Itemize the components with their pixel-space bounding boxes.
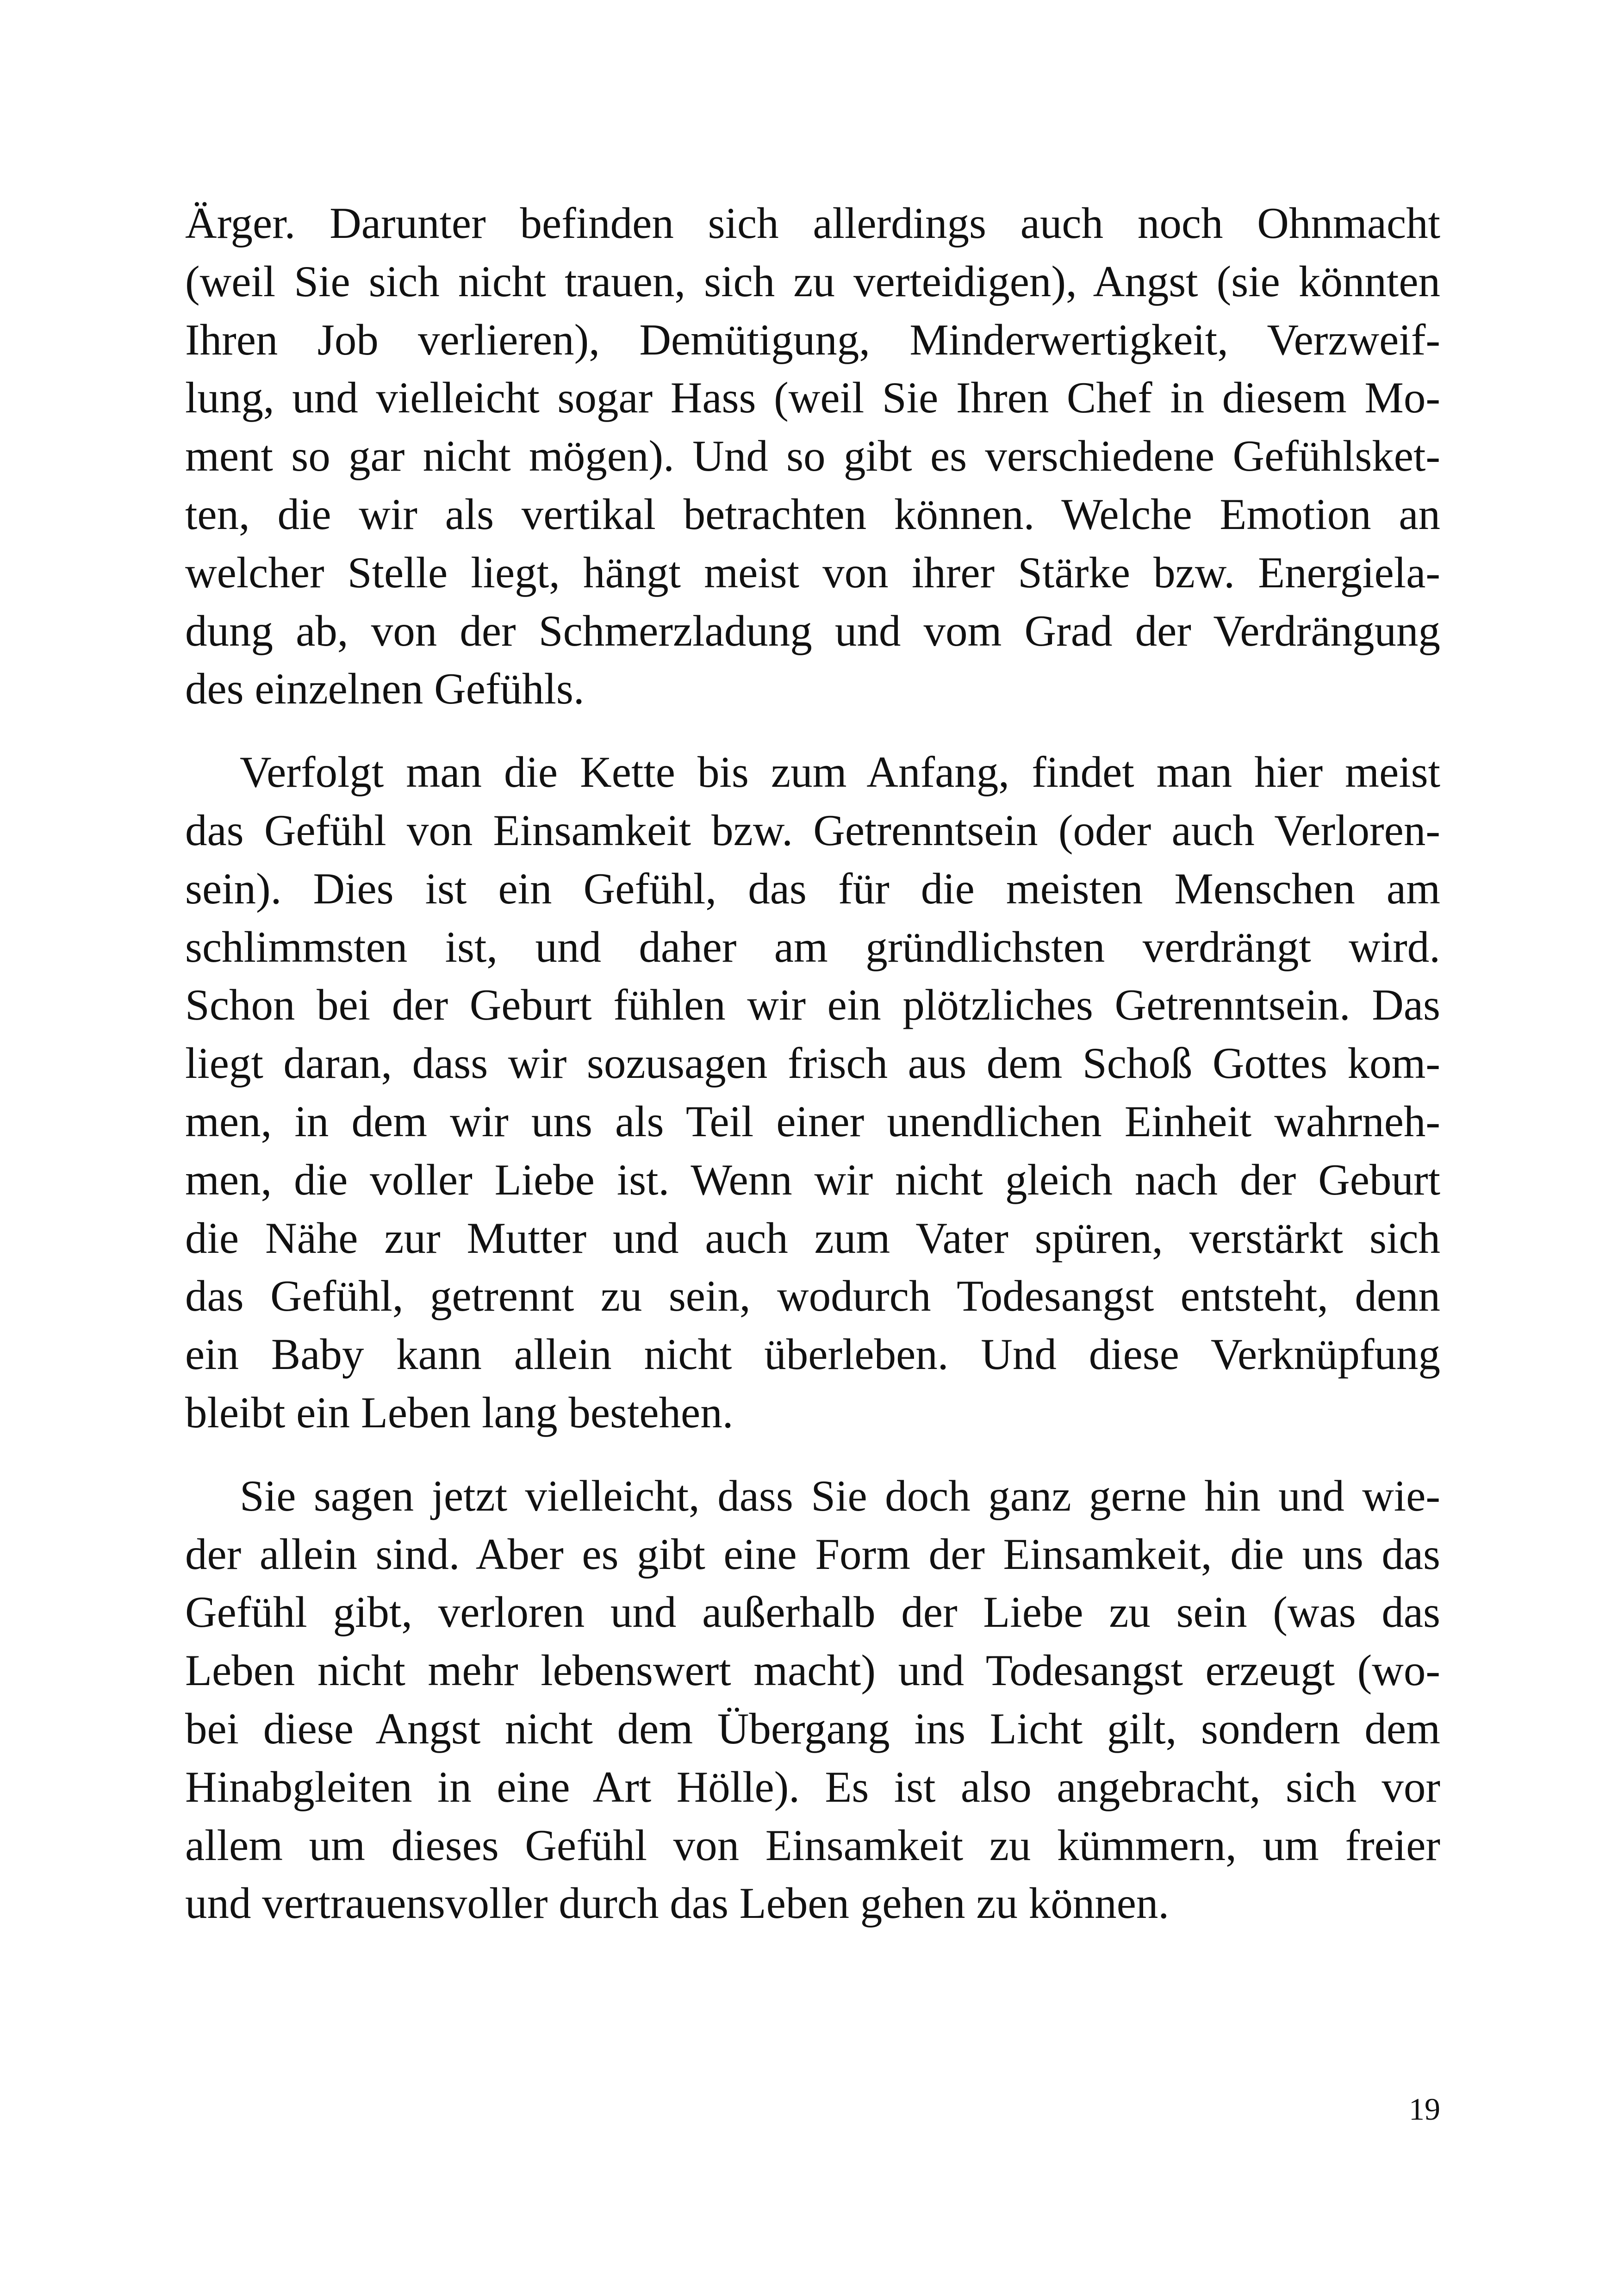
- text-line: Leben nicht mehr lebenswert macht) und Todesangst erzeugt (wo-: [185, 1646, 1440, 1695]
- text-line: Schon bei der Geburt fühlen wir ein plötzliches Getrenntsein. Das: [185, 980, 1440, 1030]
- paragraph-3: [185, 1467, 1440, 1933]
- page-number: 19: [1409, 2091, 1440, 2127]
- paragraph-1: [185, 194, 1440, 718]
- text-line: bleibt ein Leben lang bestehen.: [185, 1388, 734, 1437]
- text-line: Hinabgleiten in eine Art Hölle). Es ist also angebracht, sich vor: [185, 1762, 1440, 1811]
- body-text: [185, 194, 1440, 1933]
- text-line: die Nähe zur Mutter und auch zum Vater spüren, verstärkt sich: [185, 1213, 1440, 1263]
- text-line: und vertrauensvoller durch das Leben gehen zu können.: [185, 1879, 1170, 1928]
- text-line: allem um dieses Gefühl von Einsamkeit zu kümmern, um freier: [185, 1820, 1440, 1870]
- text-line: lung, und vielleicht sogar Hass (weil Sie Ihren Chef in diesem Mo-: [185, 373, 1440, 423]
- text-line: des einzelnen Gefühls.: [185, 664, 585, 714]
- text-line: das Gefühl, getrennt zu sein, wodurch Todesangst entsteht, denn: [185, 1271, 1440, 1321]
- paragraph-spacing: [185, 1442, 1440, 1467]
- text-line: welcher Stelle liegt, hängt meist von ihrer Stärke bzw. Energiela-: [185, 548, 1440, 597]
- text-line: Sie sagen jetzt vielleicht, dass Sie doch ganz gerne hin und wie-: [240, 1471, 1440, 1520]
- text-line: men, in dem wir uns als Teil einer unendlichen Einheit wahrneh-: [185, 1096, 1440, 1146]
- text-line: ment so gar nicht mögen). Und so gibt es verschiedene Gefühlsket-: [185, 431, 1440, 481]
- text-line: men, die voller Liebe ist. Wenn wir nicht gleich nach der Geburt: [185, 1155, 1440, 1204]
- paragraph-spacing: [185, 718, 1440, 743]
- text-line: sein). Dies ist ein Gefühl, das für die meisten Menschen am: [185, 864, 1440, 913]
- text-line: Ihren Job verlieren), Demütigung, Minderwertigkeit, Verzweif-: [185, 315, 1440, 364]
- text-line: der allein sind. Aber es gibt eine Form der Einsamkeit, die uns das: [185, 1529, 1440, 1579]
- text-line: liegt daran, dass wir sozusagen frisch aus dem Schoß Gottes kom-: [185, 1039, 1440, 1088]
- text-line: schlimmsten ist, und daher am gründlichsten verdrängt wird.: [185, 922, 1440, 971]
- text-line: ten, die wir als vertikal betrachten können. Welche Emotion an: [185, 489, 1440, 539]
- text-line: bei diese Angst nicht dem Übergang ins Licht gilt, sondern dem: [185, 1704, 1440, 1753]
- text-line: Gefühl gibt, verloren und außerhalb der Liebe zu sein (was das: [185, 1587, 1440, 1637]
- text-line: (weil Sie sich nicht trauen, sich zu verteidigen), Angst (sie könnten: [185, 256, 1440, 306]
- text-line: ein Baby kann allein nicht überleben. Und diese Verknüpfung: [185, 1330, 1440, 1379]
- paragraph-2: [185, 743, 1440, 1442]
- text-line: das Gefühl von Einsamkeit bzw. Getrenntsein (oder auch Verloren-: [185, 805, 1440, 855]
- text-line: Ärger. Darunter befinden sich allerdings auch noch Ohnmacht: [185, 199, 1440, 248]
- text-line: Verfolgt man die Kette bis zum Anfang, findet man hier meist: [240, 747, 1440, 797]
- text-line: dung ab, von der Schmerzladung und vom Grad der Verdrängung: [185, 606, 1440, 655]
